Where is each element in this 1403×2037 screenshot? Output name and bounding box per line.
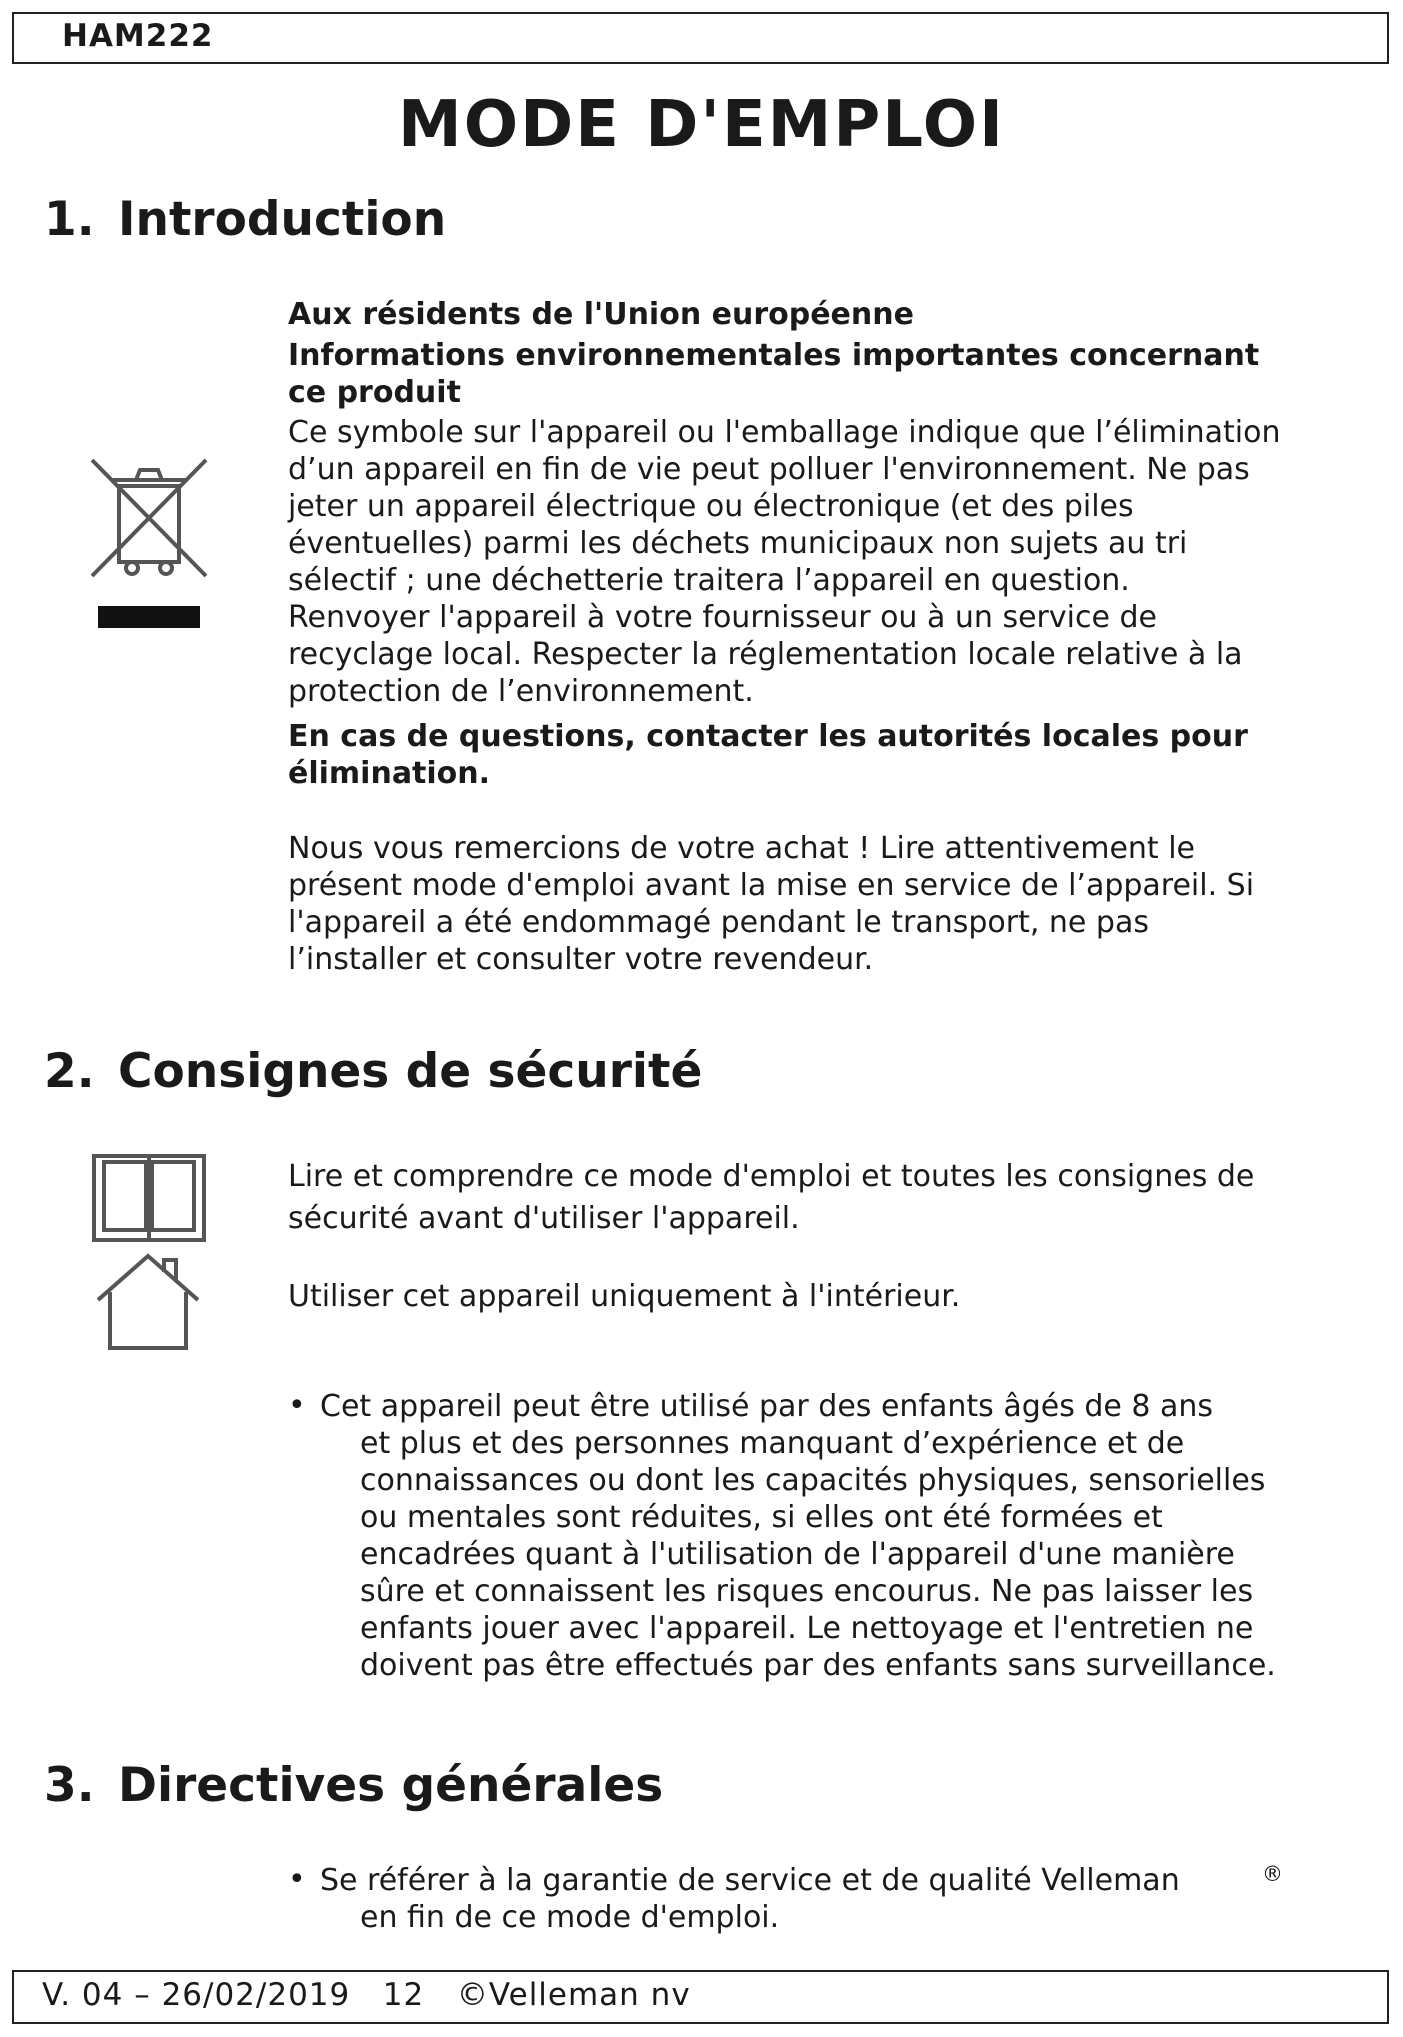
environment-text bbox=[288, 414, 1281, 710]
eu-info-subtitle-line1: Informations environnementales importantes concernant bbox=[288, 338, 1260, 373]
read-manual-line1: Lire et comprendre ce mode d'emploi et toutes les consignes de bbox=[288, 1159, 1255, 1194]
model-number: HAM222 bbox=[62, 18, 214, 54]
text-line: Ce symbole sur l'appareil ou l'emballage indique que l’élimination bbox=[288, 415, 1281, 450]
section-title: Consignes de sécurité bbox=[118, 1044, 703, 1099]
section-heading-introduction bbox=[44, 192, 446, 247]
text-line: présent mode d'emploi avant la mise en service de l’appareil. Si bbox=[288, 868, 1255, 903]
text-line: Renvoyer l'appareil à votre fournisseur ou à un service de bbox=[288, 600, 1157, 635]
house-icon bbox=[92, 1250, 204, 1354]
text-line: encadrées quant à l'utilisation de l'appareil d'une manière bbox=[360, 1537, 1235, 1572]
questions-line2: élimination. bbox=[288, 756, 491, 791]
text-line: éventuelles) parmi les déchets municipaux non sujets au tri bbox=[288, 526, 1188, 561]
text-line: ou mentales sont réduites, si elles ont été formées et bbox=[360, 1500, 1163, 1535]
text-line: sûre et connaissent les risques encourus. Ne pas laisser les bbox=[360, 1574, 1254, 1609]
read-manual-line2: sécurité avant d'utiliser l'appareil. bbox=[288, 1201, 800, 1236]
text-line: Nous vous remercions de votre achat ! Lire attentivement le bbox=[288, 831, 1196, 866]
text-line: l’installer et consulter votre revendeur. bbox=[288, 942, 874, 977]
text-line: sélectif ; une déchetterie traitera l’appareil en question. bbox=[288, 563, 1130, 598]
text-line: connaissances ou dont les capacités physiques, sensorielles bbox=[360, 1463, 1266, 1498]
warranty-bullet-line2: en fin de ce mode d'emploi. bbox=[360, 1900, 780, 1935]
text-line: doivent pas être effectués par des enfants sans surveillance. bbox=[360, 1648, 1276, 1683]
indoor-use-text: Utiliser cet appareil uniquement à l'intérieur. bbox=[288, 1279, 961, 1314]
section-number: 3. bbox=[44, 1758, 95, 1813]
warranty-bullet-line1: Se référer à la garantie de service et de qualité Velleman bbox=[320, 1863, 1180, 1898]
eu-info-subtitle-line2: ce produit bbox=[288, 375, 461, 410]
header-box bbox=[12, 12, 1389, 64]
section-number: 2. bbox=[44, 1044, 95, 1099]
questions-line1: En cas de questions, contacter les autorités locales pour bbox=[288, 719, 1248, 754]
section-heading-safety bbox=[44, 1044, 702, 1099]
book-icon bbox=[90, 1152, 208, 1244]
children-bullet-rest bbox=[360, 1425, 1276, 1684]
document-title: MODE D'EMPLOI bbox=[398, 88, 1005, 162]
text-line: enfants jouer avec l'appareil. Le nettoyage et l'entretien ne bbox=[360, 1611, 1254, 1646]
section-title: Directives générales bbox=[118, 1758, 664, 1813]
children-bullet-first: Cet appareil peut être utilisé par des enfants âgés de 8 ans bbox=[320, 1389, 1214, 1424]
section-number: 1. bbox=[44, 192, 95, 247]
thanks-text bbox=[288, 830, 1254, 978]
text-line: et plus et des personnes manquant d’expérience et de bbox=[360, 1426, 1185, 1461]
text-line: jeter un appareil électrique ou électronique (et des piles bbox=[288, 489, 1134, 524]
weee-crossed-bin-icon bbox=[84, 456, 214, 636]
bullet-marker: • bbox=[288, 1388, 306, 1423]
text-line: l'appareil a été endommagé pendant le transport, ne pas bbox=[288, 905, 1149, 940]
section-heading-general bbox=[44, 1758, 663, 1813]
eu-residents-title: Aux résidents de l'Union européenne bbox=[288, 297, 914, 332]
footer-version-page-copyright: V. 04 – 26/02/2019 12 ©Velleman nv bbox=[42, 1977, 691, 2013]
text-line: recyclage local. Respecter la réglementation locale relative à la bbox=[288, 637, 1243, 672]
section-title: Introduction bbox=[118, 192, 447, 247]
bullet-marker: • bbox=[288, 1862, 306, 1897]
text-line: d’un appareil en fin de vie peut polluer l'environnement. Ne pas bbox=[288, 452, 1250, 487]
registered-mark: ® bbox=[1262, 1862, 1283, 1886]
text-line: protection de l’environnement. bbox=[288, 674, 754, 709]
